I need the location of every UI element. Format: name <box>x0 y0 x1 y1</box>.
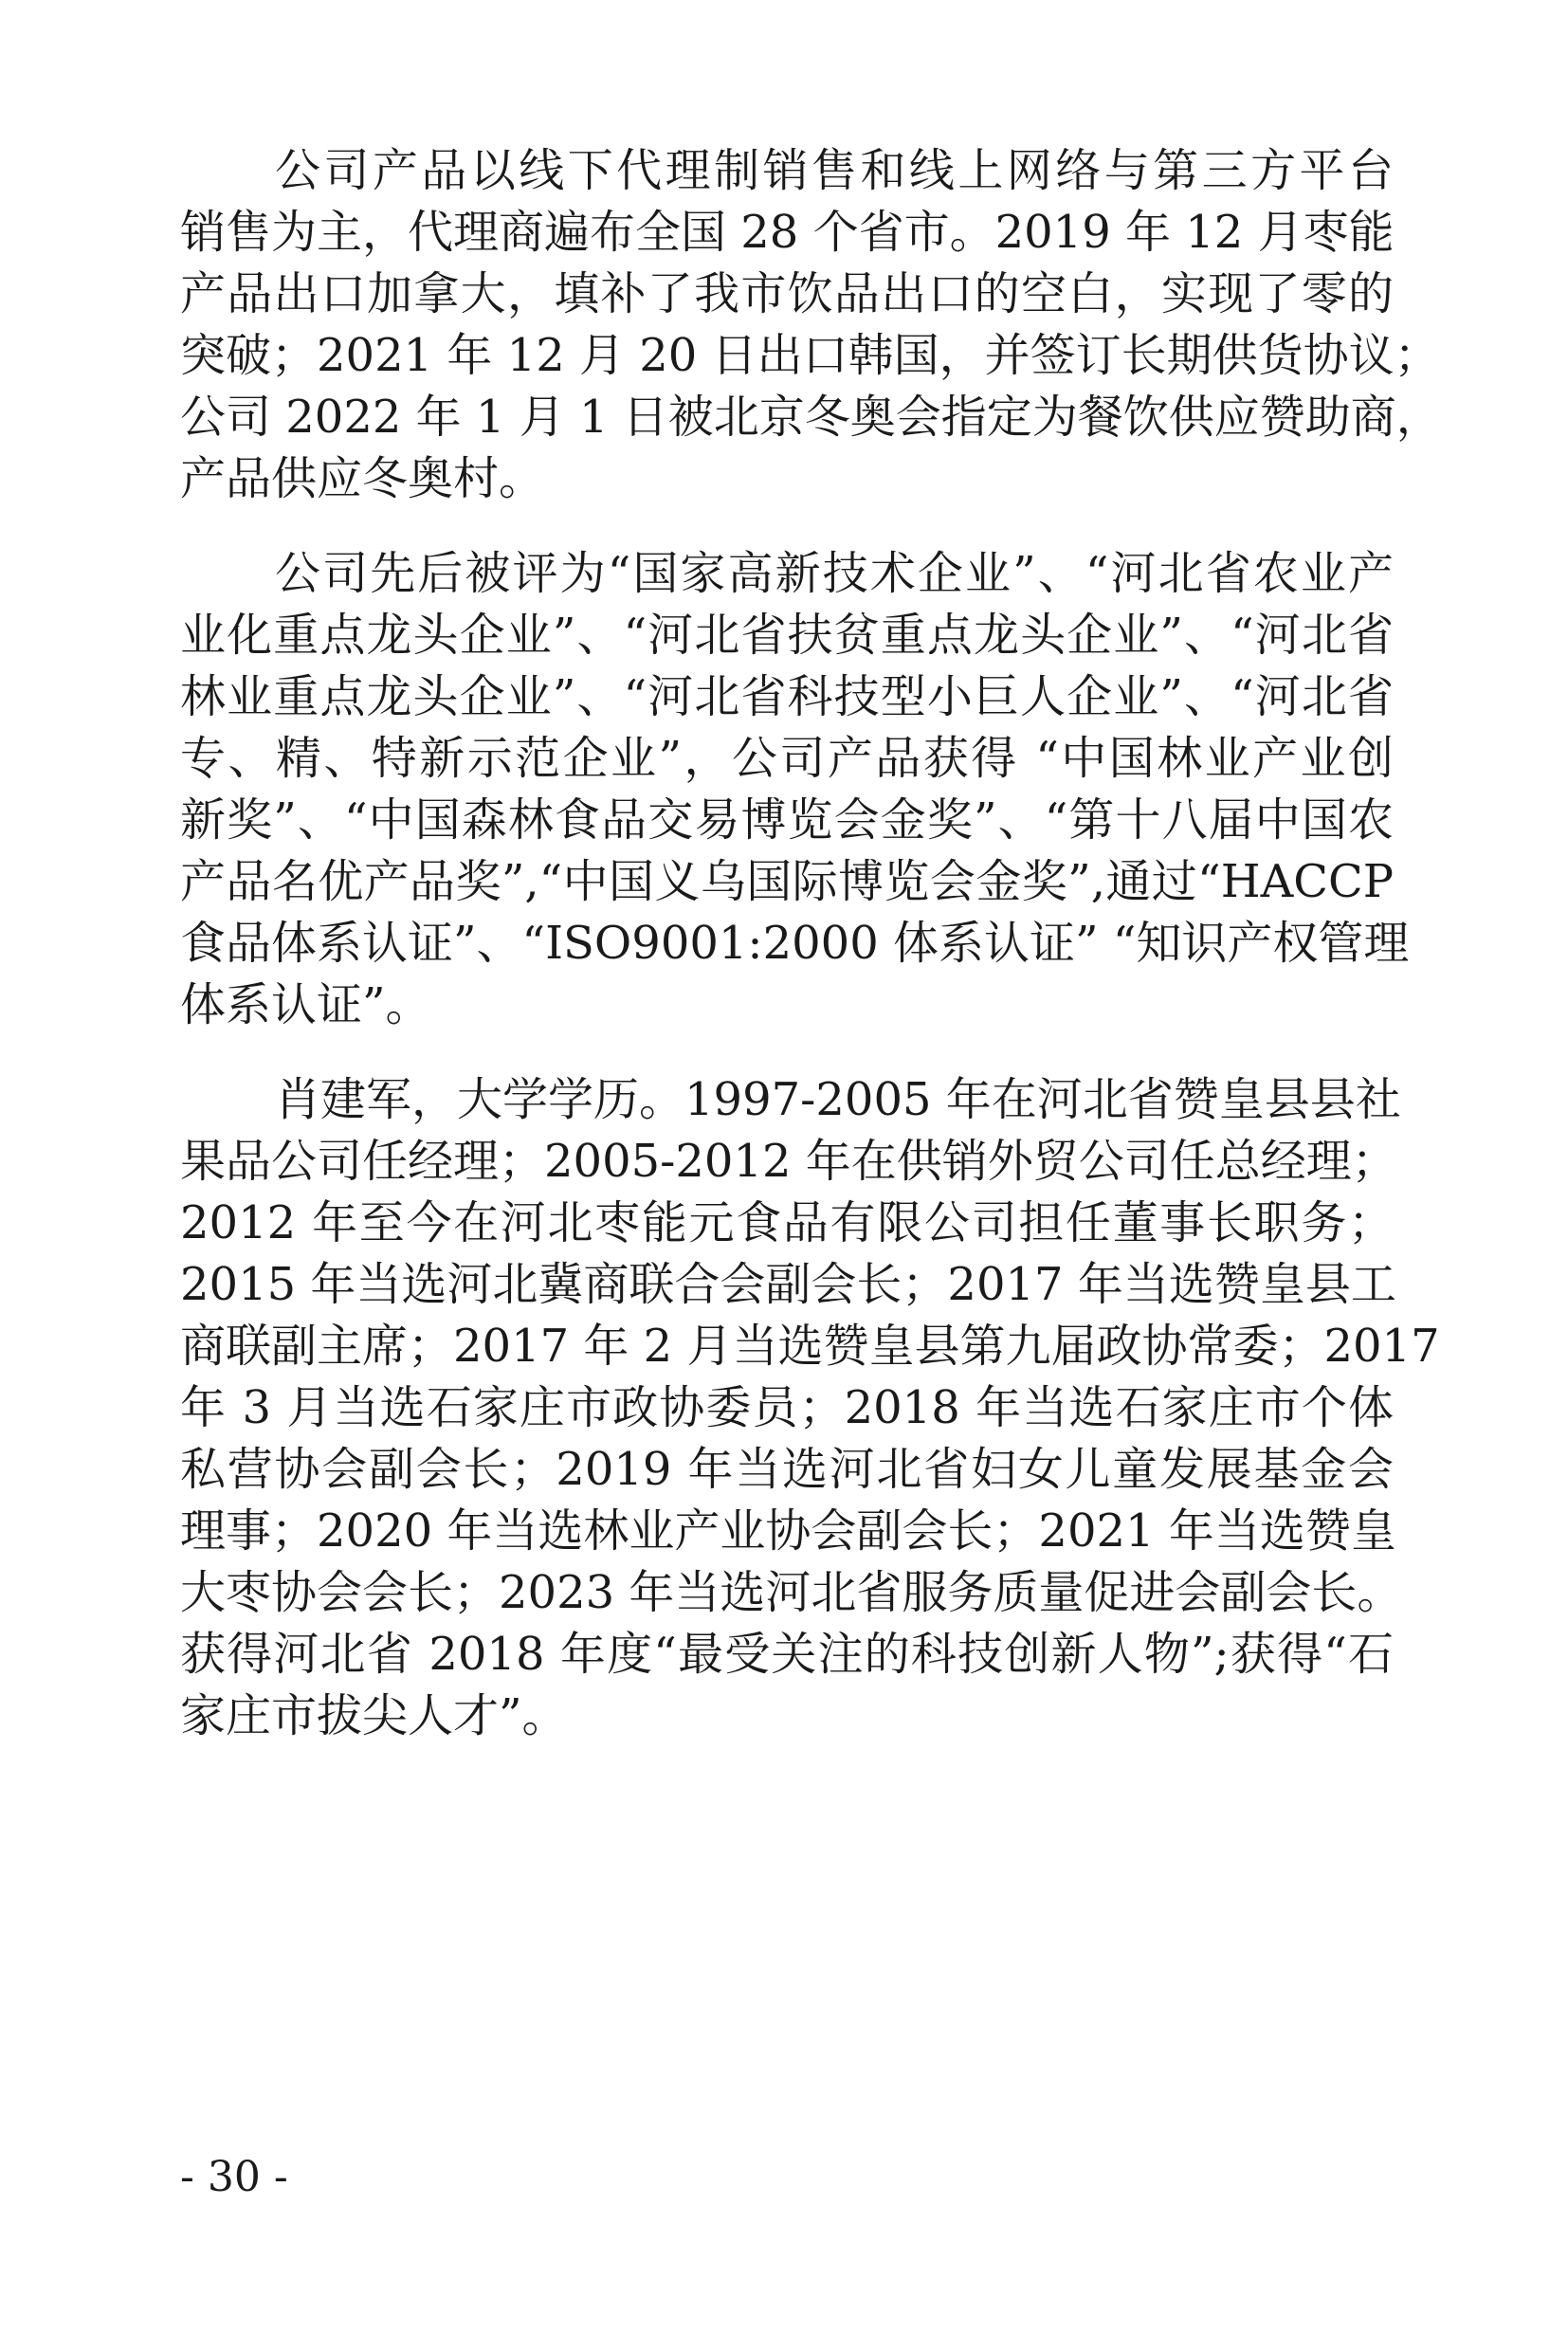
paragraph-1-line-2: 销售为主，代理商遍布全国 28 个省市。2019 年 12 月枣能 <box>180 206 1395 259</box>
page-number: - 30 - <box>180 2153 288 2201</box>
paragraph-2-line-1: 公司先后被评为“国家高新技术企业”、“河北省农业产 <box>275 547 1394 600</box>
paragraph-2-line-6: 产品名优产品奖”,“中国义乌国际博览会金奖”,通过“HACCP <box>180 855 1394 908</box>
paragraph-3-line-6: 年 3 月当选石家庄市政协委员；2018 年当选石家庄市个体 <box>180 1381 1394 1434</box>
paragraph-3-line-3: 2012 年至今在河北枣能元食品有限公司担任董事长职务； <box>180 1196 1394 1249</box>
paragraph-2-line-3: 林业重点龙头企业”、“河北省科技型小巨人企业”、“河北省 <box>180 670 1394 723</box>
paragraph-2-line-4: 专、精、特新示范企业”，公司产品获得 “中国林业产业创 <box>180 732 1394 785</box>
paragraph-3-line-9: 大枣协会会长；2023 年当选河北省服务质量促进会副会长。 <box>180 1566 1403 1619</box>
paragraph-3-line-4: 2015 年当选河北冀商联合会副会长；2017 年当选赞皇县工 <box>180 1258 1396 1311</box>
paragraph-3-line-10: 获得河北省 2018 年度“最受关注的科技创新人物”;获得“石 <box>180 1628 1394 1681</box>
paragraph-1-line-5: 公司 2022 年 1 月 1 日被北京冬奥会指定为餐饮供应赞助商， <box>180 391 1442 444</box>
paragraph-3-line-7: 私营协会副会长；2019 年当选河北省妇女儿童发展基金会 <box>180 1443 1394 1496</box>
paragraph-3-line-1: 肖建军，大学学历。1997-2005 年在河北省赞皇县县社 <box>275 1073 1401 1126</box>
paragraph-3-line-5: 商联副主席；2017 年 2 月当选赞皇县第九届政协常委；2017 <box>180 1320 1440 1373</box>
paragraph-3-line-2: 果品公司任经理；2005-2012 年在供销外贸公司任总经理； <box>180 1135 1397 1188</box>
paragraph-1-line-6: 产品供应冬奥村。 <box>180 452 545 505</box>
paragraph-1-line-1: 公司产品以线下代理制销售和线上网络与第三方平台 <box>275 144 1394 197</box>
paragraph-1-line-4: 突破；2021 年 12 月 20 日出口韩国，并签订长期供货协议； <box>180 329 1440 382</box>
paragraph-2-line-5: 新奖”、“中国森林食品交易博览会金奖”、“第十八届中国农 <box>180 793 1394 847</box>
paragraph-1-line-3: 产品出口加拿大，填补了我市饮品出口的空白，实现了零的 <box>180 267 1394 320</box>
paragraph-3-line-8: 理事；2020 年当选林业产业协会副会长；2021 年当选赞皇 <box>180 1504 1396 1558</box>
paragraph-2-line-8: 体系认证”。 <box>180 978 431 1031</box>
paragraph-2-line-7: 食品体系认证”、“ISO9001:2000 体系认证” “知识产权管理 <box>180 917 1410 970</box>
paragraph-3-line-11: 家庄市拔尖人才”。 <box>180 1689 568 1742</box>
paragraph-2-line-2: 业化重点龙头企业”、“河北省扶贫重点龙头企业”、“河北省 <box>180 609 1394 662</box>
